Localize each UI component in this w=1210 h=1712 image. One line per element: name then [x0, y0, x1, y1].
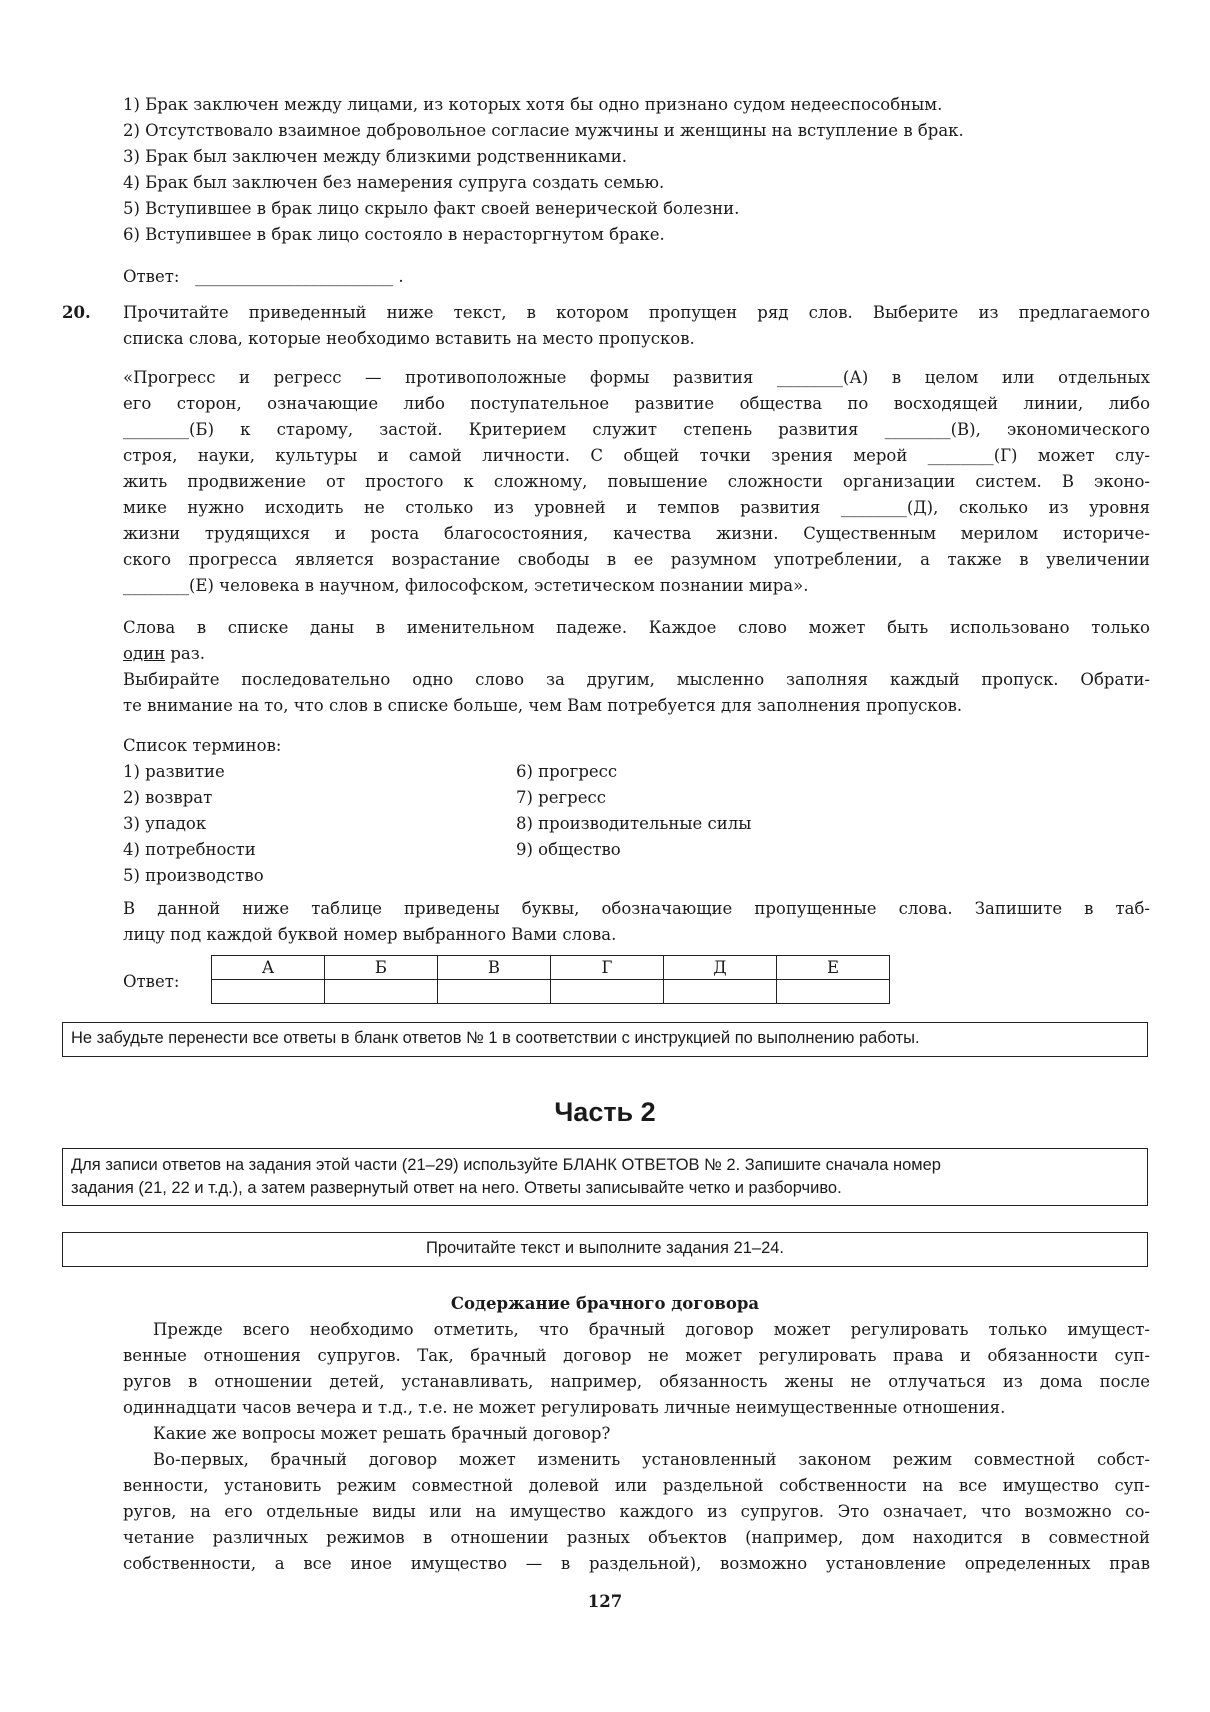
- q19-answer: [123, 265, 1150, 289]
- q19-option: 4) Брак был заключен без намерения супруга создать семью.: [123, 173, 665, 192]
- answer-label: Ответ:: [123, 267, 180, 286]
- letter-header: Б: [325, 956, 438, 980]
- instruction-line: задания (21, 22 и т.д.), а затем развернутый ответ на него. Ответы записывайте четко и разборчиво.: [71, 1179, 842, 1197]
- term: 1) развитие: [123, 762, 225, 781]
- instruction-text: раз.: [165, 644, 205, 663]
- term: 3) упадок: [123, 814, 207, 833]
- quote-line: строя, науки, культуры и самой личности. С общей точки зрения мерой ________(Г) может слу-: [123, 446, 1150, 465]
- quote-line: мике нужно исходить не столько из уровней и темпов развития ________(Д), сколько из уровня: [123, 498, 1150, 517]
- letter-header: В: [438, 956, 551, 980]
- instruction: [123, 642, 1150, 666]
- instruction: те внимание на то, что слов в списке больше, чем Вам потребуется для заполнения пропусков.: [123, 696, 963, 715]
- paragraph-line: венные отношения супругов. Так, брачный договор не может регулировать права и обязанности суп-: [123, 1346, 1150, 1365]
- text-title: Содержание брачного договора: [450, 1294, 760, 1313]
- paragraph-line: ругов, на его отдельные виды или на имущество каждого из супругов. Это означает, что возможно со-: [123, 1502, 1150, 1521]
- read-task-box: [62, 1232, 1148, 1267]
- quote-line: его сторон, означающие либо поступательное развитие общества по восходящей линии, либо: [123, 394, 1150, 413]
- paragraph-line: Во-первых, брачный договор может изменить установленный законом режим совместной собст-: [153, 1450, 1150, 1469]
- q19-option: 2) Отсутствовало взаимное добровольное согласие мужчины и женщины на вступление в брак.: [123, 121, 964, 140]
- q19-option: 1) Брак заключен между лицами, из которых хотя бы одно признано судом недееспособным.: [123, 95, 943, 114]
- term: 2) возврат: [123, 788, 213, 807]
- table-instruction: лицу под каждой буквой номер выбранного Вами слова.: [123, 925, 617, 944]
- answer-table: [211, 955, 890, 1004]
- answer-cell[interactable]: [777, 980, 890, 1004]
- instruction-line: Для записи ответов на задания этой части (21–29) используйте БЛАНК ОТВЕТОВ № 2. Запишите сначала номер: [71, 1156, 941, 1174]
- quote-line: ________(Б) к старому, застой. Критерием служит степень развития ________(В), экономического: [123, 420, 1150, 439]
- term: 5) производство: [123, 866, 264, 885]
- paragraph-line: одиннадцати часов вечера и т.д., т.е. не может регулировать личные неимущественные отношения.: [123, 1398, 1006, 1417]
- read-task-text: Прочитайте текст и выполните задания 21–24.: [425, 1239, 785, 1257]
- q20-intro: Прочитайте приведенный ниже текст, в котором пропущен ряд слов. Выберите из предлагаемого: [123, 303, 1150, 322]
- answer-cell[interactable]: [325, 980, 438, 1004]
- instruction: Выбирайте последовательно одно слово за другим, мысленно заполняя каждый пропуск. Обрати-: [123, 670, 1150, 689]
- paragraph-line: Прежде всего необходимо отметить, что брачный договор может регулировать только имущест-: [153, 1320, 1150, 1339]
- underlined-word: один: [123, 644, 166, 663]
- paragraph-line: четание различных режимов в отношении разных объектов (например, дом находится в совместной: [123, 1528, 1150, 1547]
- answer-label: Ответ:: [123, 972, 180, 991]
- letter-header: А: [212, 956, 325, 980]
- notice-text: Не забудьте перенести все ответы в бланк ответов № 1 в соответствии с инструкцией по выполнению работы.: [71, 1029, 920, 1047]
- part2-instruction-box: [62, 1148, 1148, 1206]
- paragraph-line: ругов в отношении детей, устанавливать, например, обязанность жены не отлучаться из дома после: [123, 1372, 1150, 1391]
- question-number: 20.: [62, 303, 91, 322]
- q19-option: 3) Брак был заключен между близкими родственниками.: [123, 147, 627, 166]
- answer-cell[interactable]: [664, 980, 777, 1004]
- notice-box: [62, 1022, 1148, 1057]
- table-instruction: В данной ниже таблице приведены буквы, обозначающие пропущенные слова. Запишите в таб-: [123, 899, 1150, 918]
- term: 8) производительные силы: [516, 814, 752, 833]
- quote-line: ________(Е) человека в научном, философском, эстетическом познании мира».: [123, 576, 809, 595]
- paragraph-line: собственности, а все иное имущество — в раздельной), возможно установление определенных прав: [123, 1554, 1150, 1573]
- term: 4) потребности: [123, 840, 256, 859]
- paragraph-line: Какие же вопросы может решать брачный договор?: [153, 1424, 611, 1443]
- term: 7) регресс: [516, 788, 606, 807]
- answer-cell[interactable]: [212, 980, 325, 1004]
- letter-header: Г: [551, 956, 664, 980]
- letter-header: Д: [664, 956, 777, 980]
- quote-line: «Прогресс и регресс — противоположные формы развития ________(А) в целом или отдельных: [123, 368, 1150, 387]
- page-number: 127: [587, 1592, 623, 1611]
- letter-header: Е: [777, 956, 890, 980]
- term: 6) прогресс: [516, 762, 618, 781]
- part-title: Часть 2: [554, 1097, 656, 1127]
- paragraph-line: венности, установить режим совместной долевой или раздельной собственности на все имущество суп-: [123, 1476, 1150, 1495]
- instruction: Слова в списке даны в именительном падеже. Каждое слово может быть использовано только: [123, 618, 1150, 637]
- q20-intro: списка слова, которые необходимо вставить на место пропусков.: [123, 329, 695, 348]
- answer-line: ________________________ .: [195, 267, 404, 286]
- q19-option: 6) Вступившее в брак лицо состояло в нерасторгнутом браке.: [123, 225, 665, 244]
- quote-line: ского прогресса является возрастание свободы в ее разумном употреблении, а также в увеличении: [123, 550, 1150, 569]
- term: 9) общество: [516, 840, 621, 859]
- q19-option: 5) Вступившее в брак лицо скрыло факт своей венерической болезни.: [123, 199, 740, 218]
- quote-line: жизни трудящихся и роста благосостояния, качества жизни. Существенным мерилом историче-: [123, 524, 1150, 543]
- terms-title: Список терминов:: [123, 736, 282, 755]
- answer-cell[interactable]: [551, 980, 664, 1004]
- answer-cell[interactable]: [438, 980, 551, 1004]
- quote-line: жить продвижение от простого к сложному, повышение сложности организации систем. В эконо-: [123, 472, 1150, 491]
